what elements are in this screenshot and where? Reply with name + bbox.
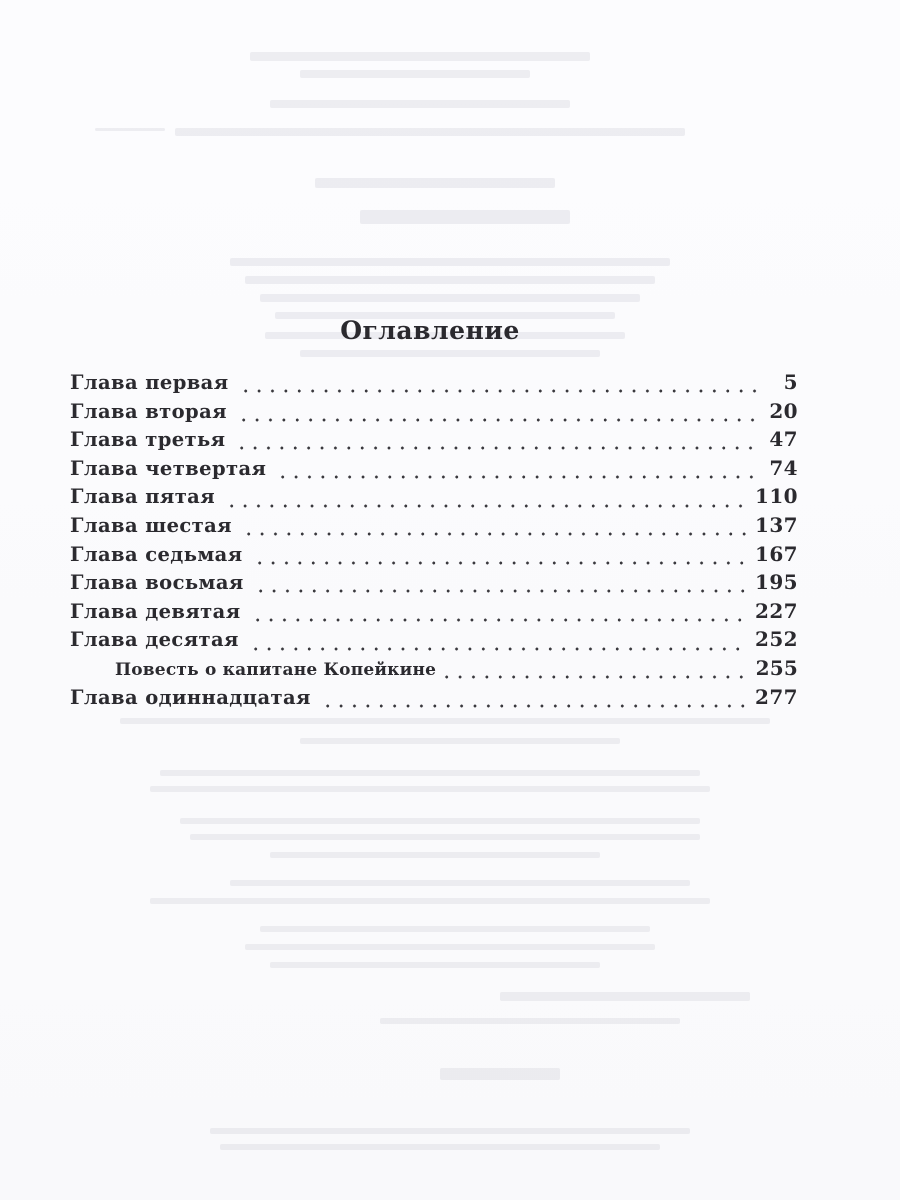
toc-entry-page-number: 277 bbox=[755, 684, 798, 709]
toc-entry[interactable] bbox=[70, 513, 798, 542]
toc-entry[interactable] bbox=[70, 427, 798, 456]
toc-entry-page-number: 74 bbox=[769, 455, 798, 480]
toc-entry-label: Глава девятая bbox=[70, 599, 241, 623]
toc-entry-label: Глава седьмая bbox=[70, 542, 243, 566]
toc-entry-page-number: 227 bbox=[755, 598, 798, 623]
dot-leader bbox=[237, 418, 761, 422]
dot-leader bbox=[235, 446, 761, 450]
dot-leader bbox=[225, 504, 747, 508]
toc-entry-page-number: 252 bbox=[755, 627, 798, 652]
dot-leader bbox=[249, 647, 747, 651]
dot-leader bbox=[242, 532, 747, 536]
toc-entry[interactable] bbox=[70, 656, 798, 685]
dot-leader bbox=[251, 618, 748, 622]
toc-entry-label: Глава одиннадцатая bbox=[70, 685, 311, 709]
toc-entry-label: Глава вторая bbox=[70, 399, 227, 423]
toc-entry[interactable] bbox=[70, 456, 798, 485]
dot-leader bbox=[239, 389, 766, 393]
toc-entry-label: Глава десятая bbox=[70, 628, 239, 652]
toc-entry-page-number: 20 bbox=[769, 398, 798, 423]
toc-entry-label: Глава первая bbox=[70, 371, 229, 394]
toc-entry[interactable] bbox=[70, 570, 798, 599]
toc-entry-label: Глава пятая bbox=[70, 485, 216, 509]
page-title: Оглавление bbox=[340, 316, 520, 345]
toc-entry[interactable] bbox=[70, 542, 798, 571]
dot-leader bbox=[440, 675, 748, 679]
toc-entry-page-number: 255 bbox=[755, 655, 798, 680]
toc-entry-label: Глава третья bbox=[70, 428, 226, 452]
dot-leader bbox=[253, 561, 748, 565]
toc-entry[interactable] bbox=[70, 484, 798, 513]
toc-entry[interactable] bbox=[70, 627, 798, 656]
toc-entry[interactable] bbox=[70, 599, 798, 628]
toc-entry[interactable] bbox=[70, 685, 798, 714]
dot-leader bbox=[321, 704, 747, 708]
toc-entry-label: Глава четвертая bbox=[70, 456, 267, 480]
toc-entry-label: Глава шестая bbox=[70, 513, 232, 537]
toc-entry-label: Повесть о капитане Копейкине bbox=[115, 659, 437, 680]
dot-leader bbox=[276, 475, 761, 479]
dot-leader bbox=[254, 589, 747, 593]
toc-entry[interactable] bbox=[70, 399, 798, 428]
toc-entry-page-number: 137 bbox=[755, 512, 798, 537]
table-of-contents bbox=[70, 370, 798, 713]
toc-entry-page-number: 167 bbox=[755, 541, 798, 566]
toc-entry[interactable] bbox=[70, 370, 798, 399]
toc-entry-page-number: 5 bbox=[783, 370, 798, 394]
toc-entry-page-number: 110 bbox=[755, 484, 798, 509]
toc-entry-page-number: 47 bbox=[769, 427, 798, 452]
toc-entry-label: Глава восьмая bbox=[70, 571, 244, 595]
toc-entry-page-number: 195 bbox=[755, 570, 798, 595]
